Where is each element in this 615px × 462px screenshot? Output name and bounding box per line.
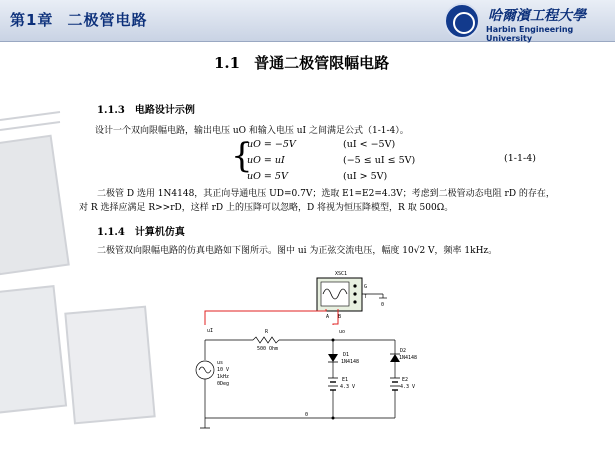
scope-screen (321, 282, 349, 306)
node-dot (332, 417, 335, 420)
source-voltage: 10 V (217, 367, 230, 373)
source-phase: 0Deg (217, 381, 230, 387)
section-title (214, 52, 389, 73)
equation-condition: (−5 ≤ uI ≤ 5V) (343, 155, 416, 166)
probe-wire-a (205, 309, 326, 325)
subsection-number: 1.1.3 (97, 105, 125, 116)
source-frequency: 1kHz (217, 374, 230, 380)
d2-model: 1N4148 (399, 355, 418, 361)
e2-name: E2 (402, 377, 409, 383)
scope-channel-a: A (326, 314, 330, 320)
scope-terminal (353, 284, 356, 287)
equation-lhs: uO = 5V (247, 171, 288, 182)
university-name-en: Harbin Engineering University (486, 25, 574, 43)
equation-lhs: uO = −5V (247, 139, 296, 150)
section-title-text: 普通二极管限幅电路 (254, 54, 390, 72)
resistor-value: 500 Ohm (257, 346, 279, 352)
simulation-paragraph: 二极管双向限幅电路的仿真电路如下图所示。图中 ui 为正弦交流电压，幅度 10√2 V，频率 1kHz。 (97, 246, 498, 256)
equation-line (247, 155, 416, 166)
scope-channel-g: G (364, 284, 368, 290)
subsection-heading-simulation (97, 223, 185, 238)
equation-line (247, 171, 388, 182)
d1-name: D1 (343, 352, 350, 358)
resistor-icon (253, 337, 279, 343)
chapter-heading (10, 9, 147, 30)
node-uo-label: uo (339, 329, 346, 335)
university-seal-logo (444, 3, 480, 39)
background-chip-decoration (0, 60, 190, 462)
slide-header (0, 0, 615, 42)
diode-paragraph-line-2: 对 R 选择应满足 R>>rD，这样 rD 上的压降可以忽略，D 将视为恒压降模型，R 取 500Ω。 (79, 203, 454, 213)
scope-ground-label: 0 (381, 302, 385, 308)
section-number: 1.1 (214, 54, 241, 72)
equation-brace: { (231, 136, 253, 176)
e2-voltage: 4.3 V (400, 384, 416, 390)
equation-condition: (uI < −5V) (343, 139, 396, 150)
equation-condition: (uI > 5V) (343, 171, 388, 182)
subsection-heading-design (97, 101, 195, 116)
university-name-cn: 哈爾濱工程大學 (488, 8, 586, 24)
diode-paragraph-line-1: 二极管 D 选用 1N4148，其正向导通电压 UD=0.7V；选取 E1=E2=4.3V；考虑到二极管动态电阻 rD 的存在， (97, 189, 555, 199)
scope-channel-b: B (338, 314, 342, 320)
e1-voltage: 4.3 V (340, 384, 356, 390)
subsection-number: 1.1.4 (97, 227, 125, 238)
d1-model: 1N4148 (341, 359, 360, 365)
scope-terminal (353, 300, 356, 303)
node-ui-label: uI (207, 328, 214, 334)
subsection-title: 计算机仿真 (134, 227, 185, 238)
equation-lhs: uO = uI (247, 155, 285, 166)
scope-terminal (353, 292, 356, 295)
source-name: us (217, 360, 224, 366)
scope-channel-t: T (364, 294, 368, 300)
resistor-name: R (265, 329, 269, 335)
e1-name: E1 (342, 377, 349, 383)
scope-label: XSC1 (335, 271, 348, 277)
diode-d1-icon (328, 354, 338, 362)
chapter-title: 二极管电路 (67, 11, 148, 29)
d2-name: D2 (400, 348, 407, 354)
subsection-title: 电路设计示例 (134, 105, 195, 116)
equation-line (247, 139, 396, 150)
ground-node-label: 0 (305, 412, 309, 418)
chapter-number: 第1章 (10, 11, 54, 29)
limiter-circuit-schematic (195, 268, 420, 440)
equation-number: (1-1-4) (504, 153, 536, 164)
intro-paragraph: 设计一个双向限幅电路，输出电压 uO 和输入电压 uI 之间满足公式（1-1-4）。 (95, 126, 409, 136)
